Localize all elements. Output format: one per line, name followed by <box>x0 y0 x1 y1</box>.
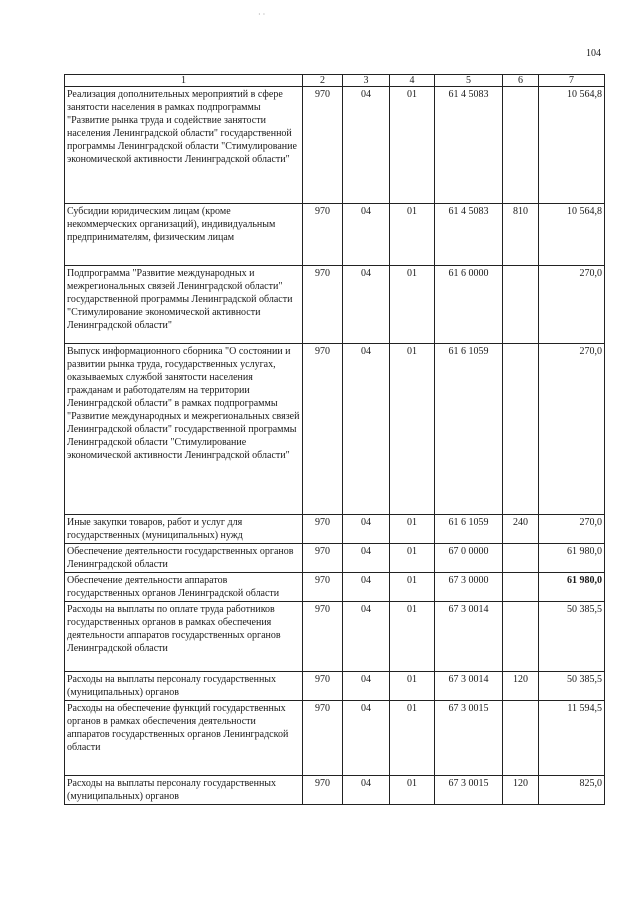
row-type-cell: 810 <box>503 204 539 266</box>
row-target-cell: 61 6 1059 <box>435 344 503 515</box>
row-subsection-cell: 01 <box>390 87 435 204</box>
column-header-row <box>65 75 605 87</box>
row-type-cell <box>503 87 539 204</box>
table-row <box>65 87 605 204</box>
row-code-cell: 970 <box>303 776 343 805</box>
row-section-cell: 04 <box>343 544 390 573</box>
column-header: 6 <box>503 75 539 87</box>
row-code-cell: 970 <box>303 204 343 266</box>
row-amount-cell: 61 980,0 <box>539 544 605 573</box>
row-type-cell: 240 <box>503 515 539 544</box>
row-target-cell: 67 3 0015 <box>435 701 503 776</box>
row-amount-cell: 10 564,8 <box>539 204 605 266</box>
row-type-cell <box>503 344 539 515</box>
row-amount-cell: 825,0 <box>539 776 605 805</box>
row-code-cell: 970 <box>303 87 343 204</box>
row-target-cell: 67 3 0015 <box>435 776 503 805</box>
row-section-cell: 04 <box>343 515 390 544</box>
row-amount-cell: 270,0 <box>539 515 605 544</box>
column-header: 2 <box>303 75 343 87</box>
row-subsection-cell: 01 <box>390 266 435 344</box>
row-name-cell: Иные закупки товаров, работ и услуг для государственных (муниципальных) нужд <box>65 515 303 544</box>
row-target-cell: 67 3 0014 <box>435 672 503 701</box>
row-name-cell: Обеспечение деятельности государственных органов Ленинградской области <box>65 544 303 573</box>
table-row <box>65 573 605 602</box>
row-name-cell: Обеспечение деятельности аппаратов государственных органов Ленинградской области <box>65 573 303 602</box>
row-target-cell: 61 4 5083 <box>435 87 503 204</box>
column-header: 3 <box>343 75 390 87</box>
row-amount-cell: 10 564,8 <box>539 87 605 204</box>
page-number: 104 <box>586 48 601 59</box>
row-target-cell: 67 3 0014 <box>435 602 503 672</box>
row-subsection-cell: 01 <box>390 602 435 672</box>
row-amount-cell: 50 385,5 <box>539 672 605 701</box>
table-row <box>65 544 605 573</box>
row-amount-cell: 270,0 <box>539 266 605 344</box>
row-amount-cell: 270,0 <box>539 344 605 515</box>
row-section-cell: 04 <box>343 204 390 266</box>
budget-table <box>64 74 605 805</box>
row-amount-cell: 50 385,5 <box>539 602 605 672</box>
row-type-cell <box>503 573 539 602</box>
table-row <box>65 266 605 344</box>
row-name-cell: Расходы на выплаты персоналу государственных (муниципальных) органов <box>65 776 303 805</box>
row-subsection-cell: 01 <box>390 573 435 602</box>
row-subsection-cell: 01 <box>390 204 435 266</box>
row-subsection-cell: 01 <box>390 776 435 805</box>
row-code-cell: 970 <box>303 515 343 544</box>
row-section-cell: 04 <box>343 573 390 602</box>
row-subsection-cell: 01 <box>390 701 435 776</box>
row-amount-cell: 11 594,5 <box>539 701 605 776</box>
row-type-cell <box>503 701 539 776</box>
row-section-cell: 04 <box>343 701 390 776</box>
row-amount-cell: 61 980,0 <box>539 573 605 602</box>
row-subsection-cell: 01 <box>390 672 435 701</box>
row-type-cell <box>503 602 539 672</box>
table-row <box>65 515 605 544</box>
row-type-cell: 120 <box>503 672 539 701</box>
row-subsection-cell: 01 <box>390 515 435 544</box>
row-code-cell: 970 <box>303 544 343 573</box>
row-section-cell: 04 <box>343 87 390 204</box>
row-target-cell: 61 4 5083 <box>435 204 503 266</box>
row-code-cell: 970 <box>303 344 343 515</box>
row-name-cell: Выпуск информационного сборника "О состоянии и развитии рынка труда, государственных услугах, оказываемых службой занятости населения гражданам и работодателям на территории Ленинградской области" в рамках подпрограммы "Развитие международных и межрегиональных связей Ленинградской области" государственной программы Ленинградской области "Стимулирование экономической активности Ленинградской области" <box>65 344 303 515</box>
table-row <box>65 672 605 701</box>
row-target-cell: 67 0 0000 <box>435 544 503 573</box>
row-name-cell: Субсидии юридическим лицам (кроме некоммерческих организаций), индивидуальным предпринимателям, физическим лицам <box>65 204 303 266</box>
row-code-cell: 970 <box>303 701 343 776</box>
table-row <box>65 204 605 266</box>
row-section-cell: 04 <box>343 776 390 805</box>
row-target-cell: 67 3 0000 <box>435 573 503 602</box>
row-code-cell: 970 <box>303 672 343 701</box>
row-code-cell: 970 <box>303 266 343 344</box>
row-name-cell: Расходы на обеспечение функций государственных органов в рамках обеспечения деятельности аппаратов государственных органов Ленинградской области <box>65 701 303 776</box>
row-name-cell: Расходы на выплаты по оплате труда работников государственных органов в рамках обеспечения деятельности аппаратов государственных органов Ленинградской области <box>65 602 303 672</box>
row-target-cell: 61 6 0000 <box>435 266 503 344</box>
column-header: 5 <box>435 75 503 87</box>
row-subsection-cell: 01 <box>390 344 435 515</box>
scan-speck: · · <box>258 10 266 19</box>
row-section-cell: 04 <box>343 266 390 344</box>
row-target-cell: 61 6 1059 <box>435 515 503 544</box>
column-header: 1 <box>65 75 303 87</box>
row-name-cell: Реализация дополнительных мероприятий в сфере занятости населения в рамках подпрограммы "Развитие рынка труда и содействие занятости населения Ленинградской области" государственной программы Ленинградской области "Стимулирование экономической активности Ленинградской области" <box>65 87 303 204</box>
row-subsection-cell: 01 <box>390 544 435 573</box>
column-header: 4 <box>390 75 435 87</box>
row-name-cell: Расходы на выплаты персоналу государственных (муниципальных) органов <box>65 672 303 701</box>
table-row <box>65 701 605 776</box>
row-type-cell <box>503 266 539 344</box>
table-row <box>65 602 605 672</box>
row-code-cell: 970 <box>303 573 343 602</box>
row-type-cell <box>503 544 539 573</box>
row-section-cell: 04 <box>343 344 390 515</box>
table-row <box>65 776 605 805</box>
table-row <box>65 344 605 515</box>
row-section-cell: 04 <box>343 602 390 672</box>
row-type-cell: 120 <box>503 776 539 805</box>
column-header: 7 <box>539 75 605 87</box>
row-code-cell: 970 <box>303 602 343 672</box>
row-name-cell: Подпрограмма "Развитие международных и межрегиональных связей Ленинградской области" государственной программы Ленинградской области "Стимулирование экономической активности Ленинградской области" <box>65 266 303 344</box>
row-section-cell: 04 <box>343 672 390 701</box>
